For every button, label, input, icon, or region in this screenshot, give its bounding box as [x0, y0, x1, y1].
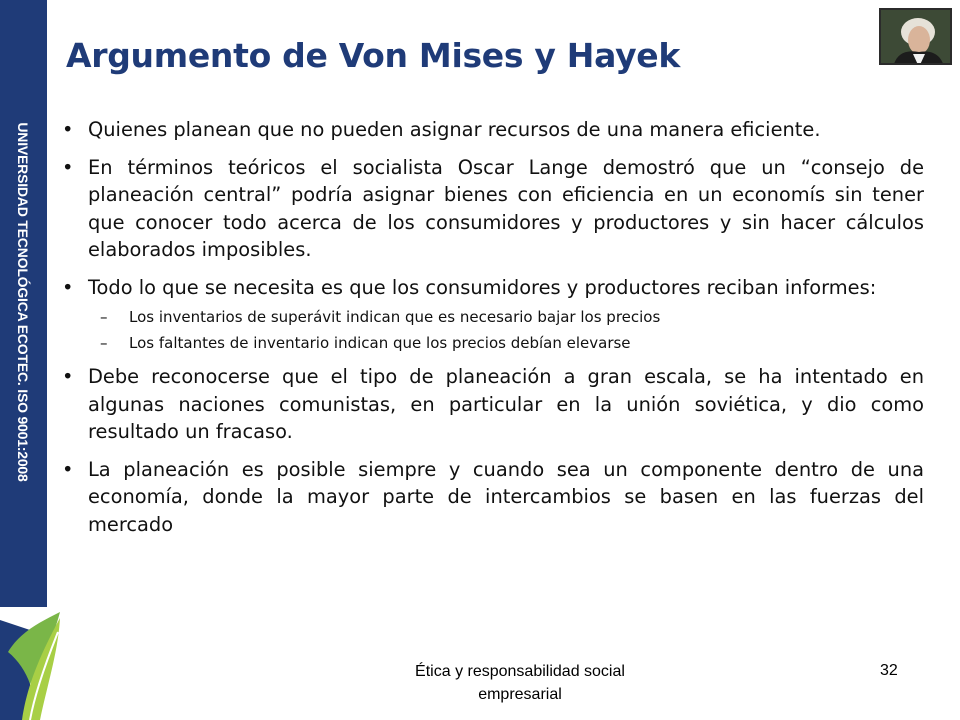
bullet-item: • En términos teóricos el socialista Oscar Lange demostró que un “consejo de planeación central” podría asignar bienes con eficiencia en un economís sin tener que conocer todo acerca de los consumidores y productores y sin hacer cálculos elaborados imposibles.: [62, 154, 924, 264]
ecotec-leaf-logo-icon: [0, 612, 64, 720]
sub-bullet-item: – Los faltantes de inventario indican que los precios debían elevarse: [62, 333, 924, 353]
bullet-item: • Debe reconocerse que el tipo de planeación a gran escala, se ha intentado en algunas naciones comunistas, en particular en la unión soviética, y dio como resultado un fracaso.: [62, 363, 924, 446]
bullet-item: • Quienes planean que no pueden asignar recursos de una manera eficiente.: [62, 116, 924, 144]
bullet-item: • La planeación es posible siempre y cuando sea un componente dentro de una economía, donde la mayor parte de intercambios se basen en las fuerzas del mercado: [62, 456, 924, 539]
slide-title: Argumento de Von Mises y Hayek: [66, 36, 681, 75]
slide-body: [62, 116, 924, 548]
portrait-image: [879, 8, 952, 65]
portrait-icon: [881, 10, 952, 65]
page-number: 32: [880, 662, 898, 679]
sub-bullet-item: – Los inventarios de superávit indican que es necesario bajar los precios: [62, 307, 924, 327]
bullet-item: • Todo lo que se necesita es que los consumidores y productores reciban informes:: [62, 274, 924, 302]
sidebar-band: [0, 0, 47, 607]
sidebar-university-text: UNIVERSIDAD TECNOLÓGICA ECOTEC. ISO 9001:2008: [15, 122, 31, 482]
footer-course-title: Ética y responsabilidad social empresarial: [415, 663, 625, 703]
